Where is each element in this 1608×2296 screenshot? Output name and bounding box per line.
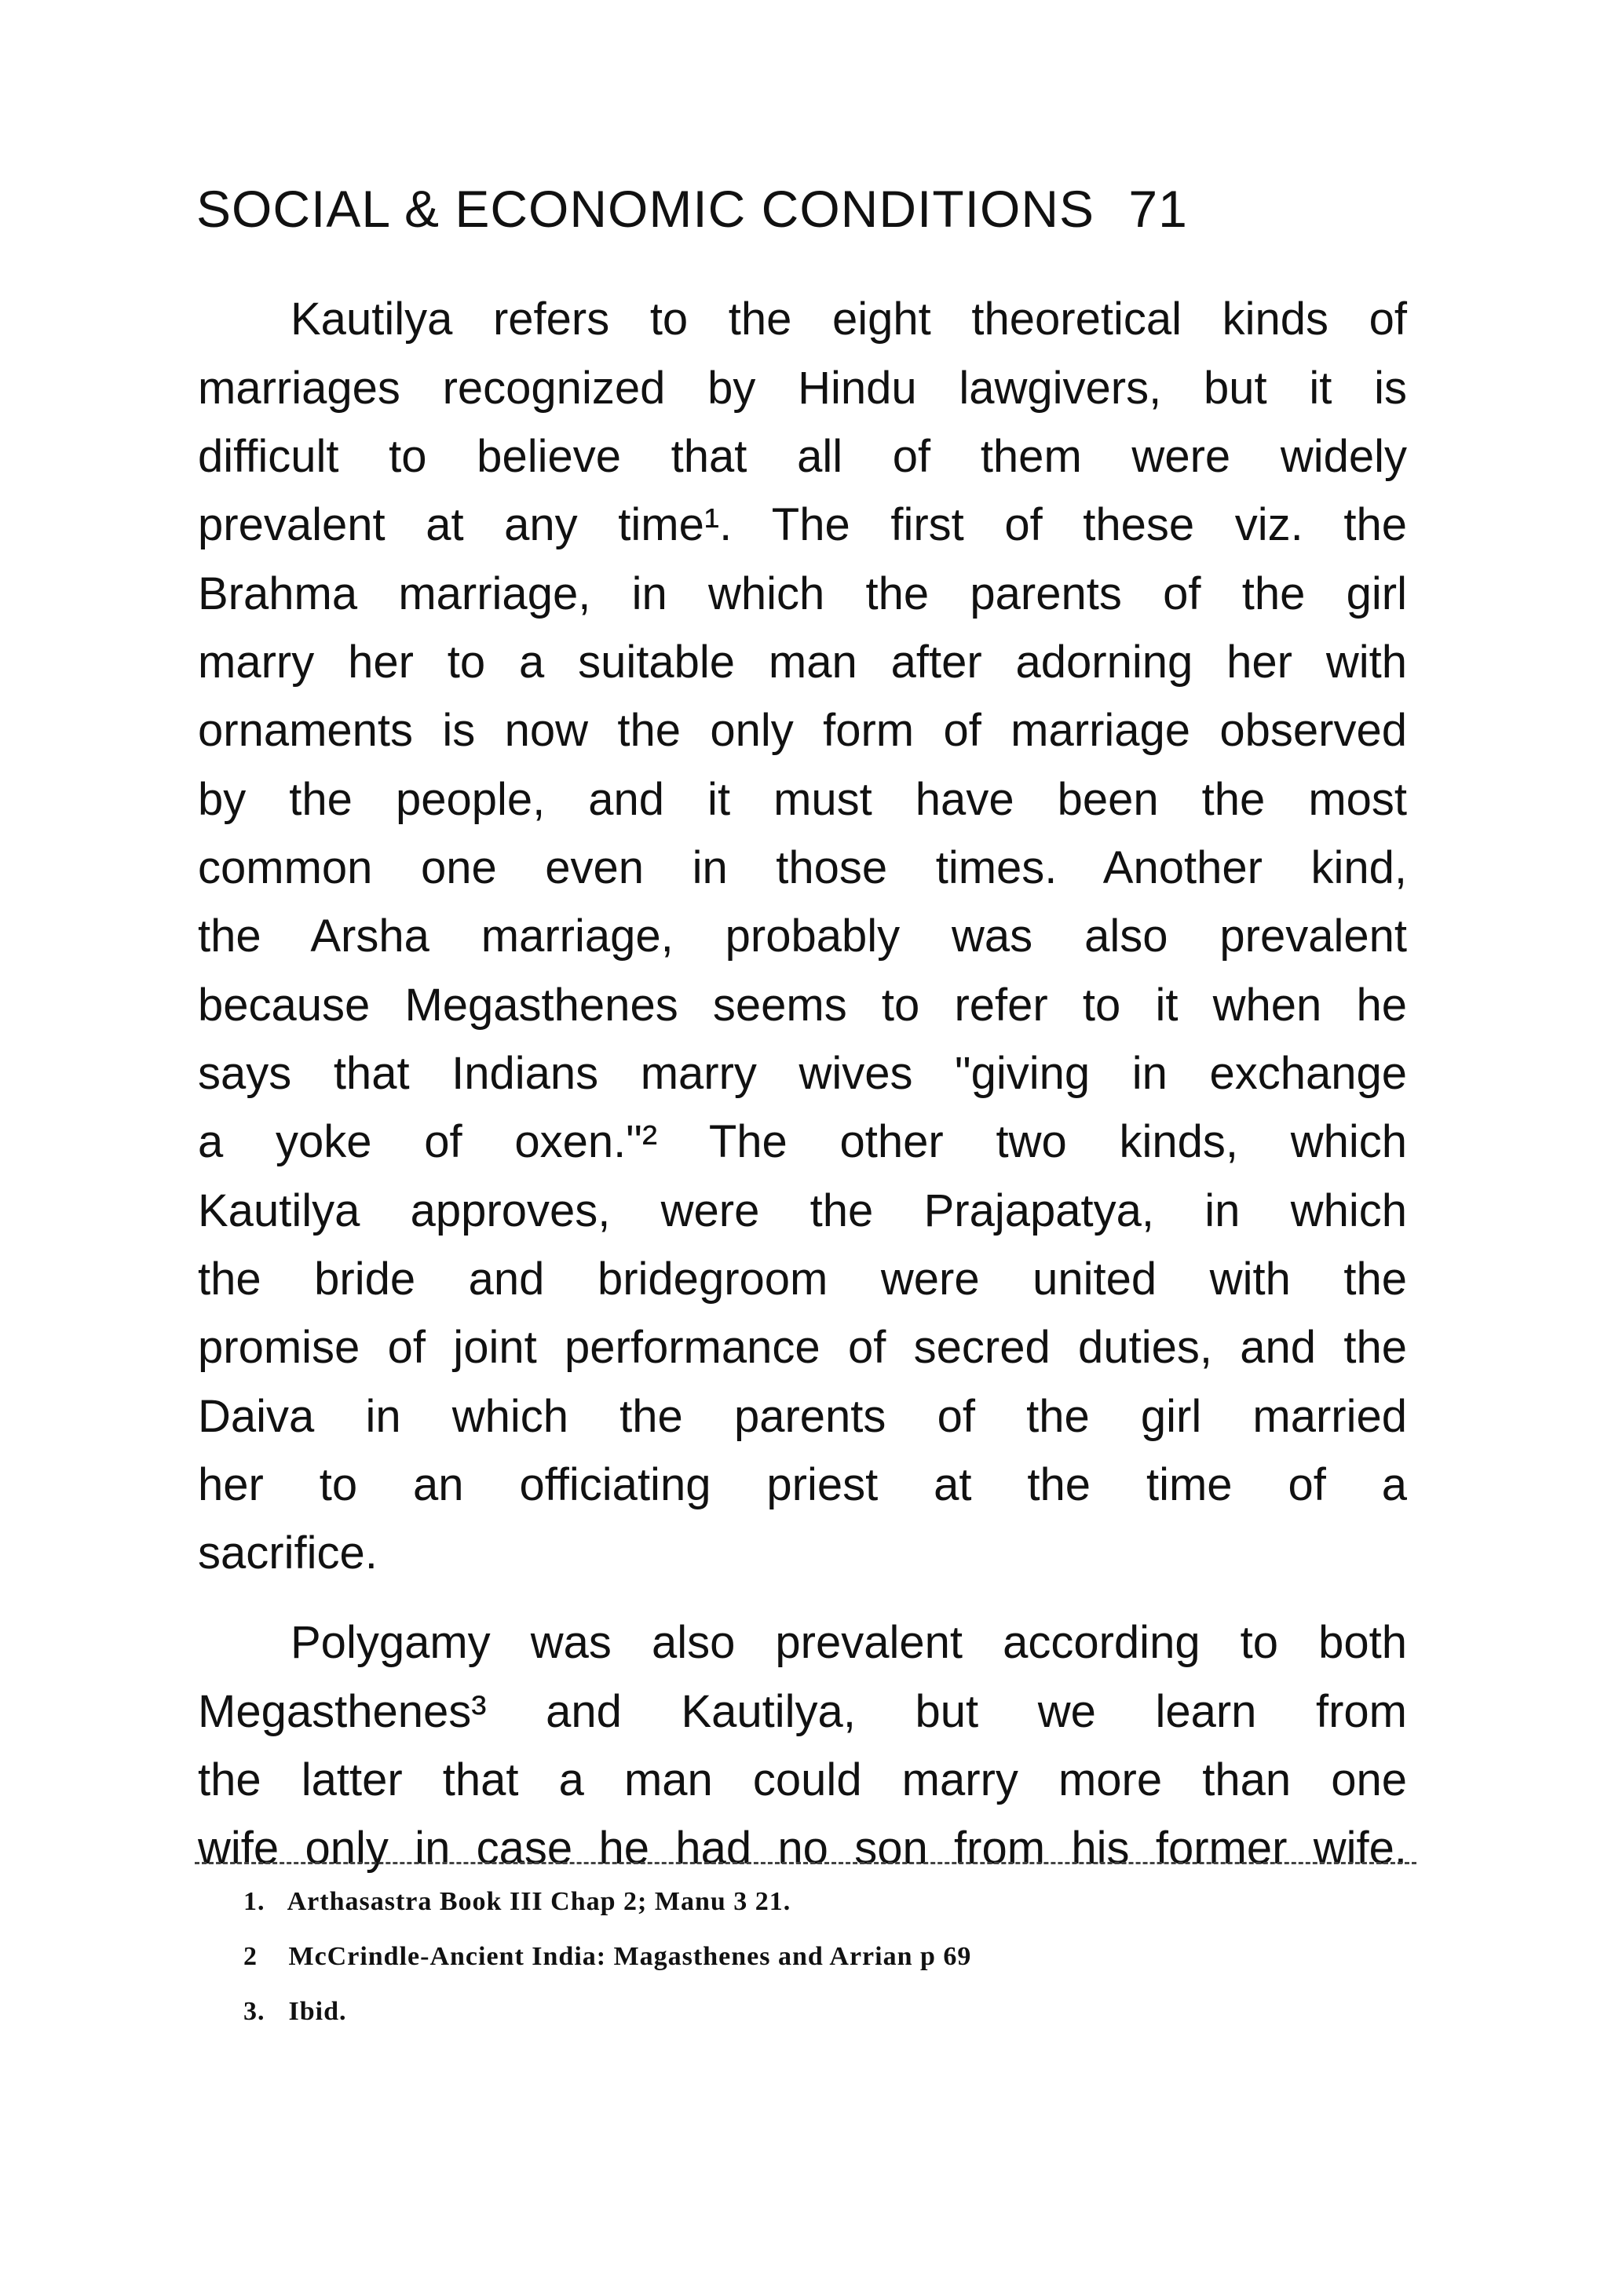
footnote-number: 3. bbox=[243, 1997, 265, 2026]
footnote-text: Arthasastra Book III Chap 2; Manu 3 21. bbox=[287, 1887, 791, 1916]
text-line: by the people, and it must have been the most bbox=[198, 774, 1407, 825]
text-line: difficult to believe that all of them were widely bbox=[198, 431, 1407, 482]
text-line: Brahma marriage, in which the parents of the girl bbox=[198, 568, 1407, 619]
text-line: because Megasthenes seems to refer to it when he bbox=[198, 980, 1407, 1031]
footnote-number: 1. bbox=[243, 1887, 265, 1916]
text-line: the Arsha marriage, probably was also prevalent bbox=[198, 911, 1407, 962]
text-line: Megasthenes³ and Kautilya, but we learn from bbox=[198, 1686, 1407, 1737]
footnote-text: McCrindle-Ancient India: Magasthenes and Arrian p 69 bbox=[288, 1942, 972, 1971]
footnote-text: Ibid. bbox=[288, 1997, 347, 2026]
text-line: prevalent at any time¹. The first of these viz. the bbox=[198, 499, 1407, 550]
footnote-item bbox=[243, 1887, 791, 1917]
running-head bbox=[196, 179, 1405, 239]
text-line: her to an officiating priest at the time of a bbox=[198, 1459, 1407, 1510]
text-line: marry her to a suitable man after adorning her with bbox=[198, 637, 1407, 688]
footnote-divider bbox=[195, 1862, 1416, 1864]
footnote-item bbox=[243, 1997, 347, 2027]
text-line: Polygamy was also prevalent according to both bbox=[291, 1617, 1407, 1668]
text-line: promise of joint performance of secred duties, and the bbox=[198, 1322, 1407, 1373]
text-line: the bride and bridegroom were united with the bbox=[198, 1254, 1407, 1305]
text-line: wife only in case he had no son from his former wife. bbox=[198, 1823, 1407, 1874]
text-line: a yoke of oxen."² The other two kinds, which bbox=[198, 1116, 1407, 1167]
page-number: 71 bbox=[1128, 180, 1188, 238]
text-line: common one even in those times. Another kind, bbox=[198, 842, 1407, 893]
text-line: ornaments is now the only form of marriage observed bbox=[198, 705, 1407, 756]
text-line: Kautilya approves, were the Prajapatya, in which bbox=[198, 1185, 1407, 1236]
text-line: the latter that a man could marry more than one bbox=[198, 1754, 1407, 1805]
text-line: marriages recognized by Hindu lawgivers, but it is bbox=[198, 363, 1407, 414]
footnote-number: 2 bbox=[243, 1942, 258, 1971]
text-line: Daiva in which the parents of the girl married bbox=[198, 1391, 1407, 1442]
text-line: sacrifice. bbox=[198, 1528, 378, 1579]
footnote-item bbox=[243, 1942, 971, 1972]
text-line: Kautilya refers to the eight theoretical kinds of bbox=[291, 294, 1407, 345]
chapter-title: SOCIAL & ECONOMIC CONDITIONS bbox=[196, 180, 1095, 238]
text-line: says that Indians marry wives "giving in exchange bbox=[198, 1048, 1407, 1099]
